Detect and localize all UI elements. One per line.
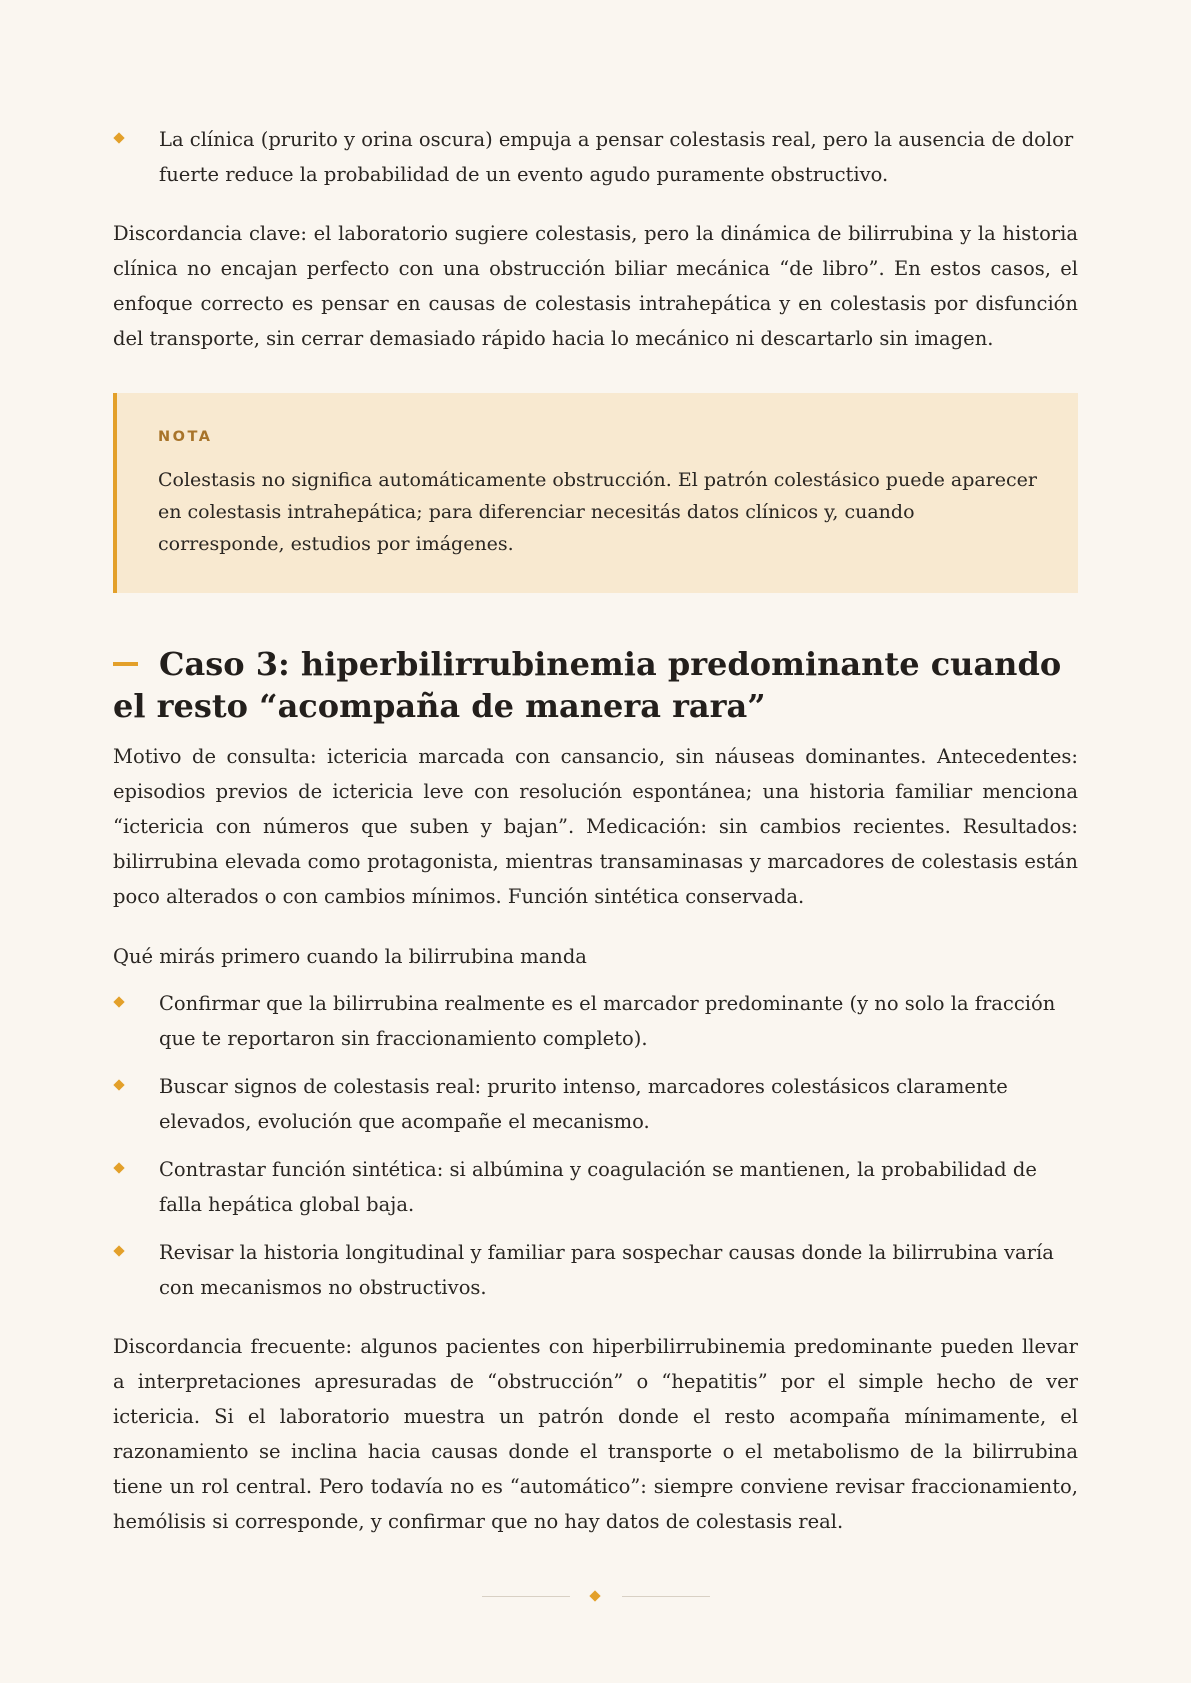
note-callout	[113, 393, 1078, 593]
heading-accent-rule	[113, 662, 138, 666]
page-footer-ornament	[0, 1590, 1191, 1602]
list-item	[113, 1152, 1078, 1222]
note-body: Colestasis no significa automáticamente obstrucción. El patrón colestásico puede aparecer en colestasis intrahepática; para diferenciar necesitás datos clínicos y, cuando corresponde, estudios por imágenes.	[158, 469, 1038, 555]
list-item	[113, 1235, 1078, 1305]
list-item	[113, 986, 1078, 1056]
footer-rule-right	[622, 1596, 710, 1597]
list-item-text: La clínica (prurito y orina oscura) empuja a pensar colestasis real, pero la ausencia de dolor fuerte reduce la probabilidad de un evento agudo puramente obstructivo.	[159, 128, 1074, 186]
paragraph: Discordancia frecuente: algunos pacientes con hiperbilirrubinemia predominante pueden llevar a interpretaciones apresuradas de “obstrucción” o “hepatitis” por el simple hecho de ver ictericia. Si el laboratorio muestra un patrón donde el resto acompaña mínimamente, el razonamiento se inclina hacia causas donde el transporte o el metabolismo de la bilirrubina tiene un rol central. Pero todavía no es “automático”: siempre conviene revisar fraccionamiento, hemólisis si corresponde, y confirmar que no hay datos de colestasis real.	[113, 1335, 1078, 1533]
paragraph: Motivo de consulta: ictericia marcada con cansancio, sin náuseas dominantes. Antecedentes: episodios previos de ictericia leve con resolución espontánea; una historia familiar menciona “ictericia con números que suben y bajan”. Medicación: sin cambios recientes. Resultados: bilirrubina elevada como protagonista, mientras transaminasas y marcadores de colestasis están poco alterados o con cambios mínimos. Función sintética conservada.	[113, 745, 1078, 908]
diamond-bullet-icon	[113, 1079, 124, 1090]
diamond-bullet-icon	[113, 1245, 124, 1256]
note-label: NOTA	[158, 429, 213, 445]
list-intro: Qué mirás primero cuando la bilirrubina manda	[113, 945, 587, 968]
list-item-text: Revisar la historia longitudinal y familiar para sospechar causas donde la bilirrubina varía con mecanismos no obstructivos.	[159, 1241, 1054, 1299]
list-item	[113, 122, 1078, 192]
footer-rule-left	[482, 1596, 570, 1597]
diamond-bullet-icon	[113, 132, 124, 143]
section-heading-block	[113, 643, 1078, 727]
diamond-ornament-icon	[589, 1590, 600, 1601]
list-item	[113, 1069, 1078, 1139]
list-item-text: Contrastar función sintética: si albúmina y coagulación se mantienen, la probabilidad de falla hepática global baja.	[159, 1158, 1037, 1216]
diamond-bullet-icon	[113, 996, 124, 1007]
section-heading: Caso 3: hiperbilirrubinemia predominante cuando el resto “acompaña de manera rara”	[113, 645, 1062, 725]
diamond-bullet-icon	[113, 1162, 124, 1173]
list-item-text: Confirmar que la bilirrubina realmente es el marcador predominante (y no solo la fracción que te reportaron sin fraccionamiento completo).	[159, 992, 1056, 1050]
paragraph: Discordancia clave: el laboratorio sugiere colestasis, pero la dinámica de bilirrubina y la historia clínica no encajan perfecto con una obstrucción biliar mecánica “de libro”. En estos casos, el enfoque correcto es pensar en causas de colestasis intrahepática y en colestasis por disfunción del transporte, sin cerrar demasiado rápido hacia lo mecánico ni descartarlo sin imagen.	[113, 222, 1078, 350]
list-item-text: Buscar signos de colestasis real: prurito intenso, marcadores colestásicos claramente elevados, evolución que acompañe el mecanismo.	[159, 1075, 1008, 1133]
